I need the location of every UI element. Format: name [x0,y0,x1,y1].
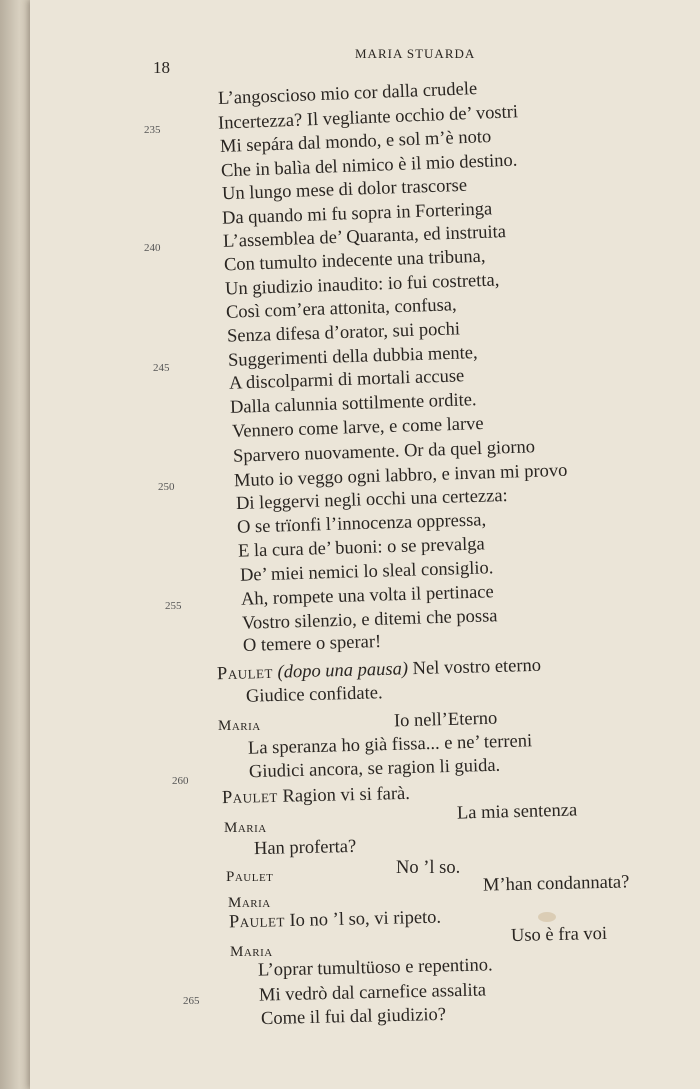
verse-line: Con tumulto indecente una tribuna, [223,246,486,276]
verse-line: Di leggervi negli occhi una certezza: [235,485,508,515]
page-number: 18 [153,58,170,77]
speaker-name: Paulet [228,911,286,933]
verse-line: Sparvero nuovamente. Or da quel giorno [232,437,536,467]
verse-line: Mi sepára dal mondo, e sol m’è noto [219,127,492,157]
verse-line: O se trïonfi l’innocenza oppressa, [236,510,487,538]
speech-text: Io no ’l so, vi ripeto. [289,907,442,932]
verse-line: E la cura de’ buoni: o se prevalga [237,534,485,562]
line-number: 235 [144,124,161,136]
verse-line: L’oprar tumultüoso e repentino. [257,955,493,981]
verse-line: La speranza ho già fissa... e ne’ terreni [247,731,533,759]
verse-line: A discolparmi di mortali accuse [228,366,465,394]
speech-text: Ragion vi si farà. [282,783,411,807]
stage-direction: (dopo una pausa) [277,659,409,683]
dialogue-line [222,784,410,809]
speaker-name: Paulet [226,869,274,885]
verse-line: Muto io veggo ogni labbro, e invan mi provo [233,460,568,492]
speech-text: No ’l so. [396,858,461,878]
verse-line: Senza difesa d’orator, sui pochi [226,319,461,347]
verse-line: Come il fui dal giudizio? [260,1004,447,1030]
verse-line: Incertezza? Il vegliante occhio de’ vostri [217,102,519,134]
paper-stain [538,912,556,922]
line-number: 240 [144,242,161,254]
speaker-name: Maria [230,944,273,960]
speaker-name: Paulet [221,786,279,809]
verse-line: Giudici ancora, se ragion li guida. [248,755,501,783]
line-number: 250 [158,481,175,493]
verse-line: Giudice confidate. [245,683,383,707]
verse-line: Un lungo mese di dolor trascorse [221,175,468,205]
line-number: 255 [165,600,182,612]
verse-line: De’ miei nemici lo sleal consiglio. [239,558,494,586]
verse-line: Un giudizio inaudito: io fui costretta, [224,270,500,300]
verse-line: Mi vedrò dal carnefice assalita [258,980,487,1006]
verse-line: Ah, rompete una volta il pertinace [240,582,494,610]
speaker-name: Maria [218,718,261,734]
verse-line: Così com’era attonita, confusa, [225,295,457,323]
speech-text: M’han condannata? [482,872,630,896]
verse-line: Han proferta? [253,836,357,860]
line-number: 245 [153,362,170,374]
verse-line: Dalla calunnia sottilmente ordite. [229,390,477,418]
speaker-name: Maria [224,820,267,836]
speech-text: Nel vostro eterno [412,655,542,680]
speaker-name: Paulet [216,662,274,685]
verse-line: Suggerimenti della dubbia mente, [227,343,478,371]
verse-line: Da quando mi fu sopra in Forteringa [221,199,493,229]
verse-line: L’assemblea de’ Quaranta, ed instruita [222,222,507,252]
verse-line: O temere o sperar! [242,631,382,657]
verse-line: Vennero come larve, e come larve [231,414,484,442]
running-title: MARIA STUARDA [355,46,476,61]
speaker-name: Maria [228,895,271,911]
line-number: 265 [183,995,200,1007]
verse-line: Vostro silenzio, e ditemi che possa [241,606,498,634]
speech-text: Io nell’Eterno [393,708,498,732]
verse-line: L’angoscioso mio cor dalla crudele [217,79,478,109]
verse-line: Che in balìa del nimico è il mio destino. [220,150,518,182]
speech-text: Uso è fra voi [510,923,608,947]
line-number: 260 [172,775,189,787]
speech-text: La mia sentenza [456,800,578,824]
